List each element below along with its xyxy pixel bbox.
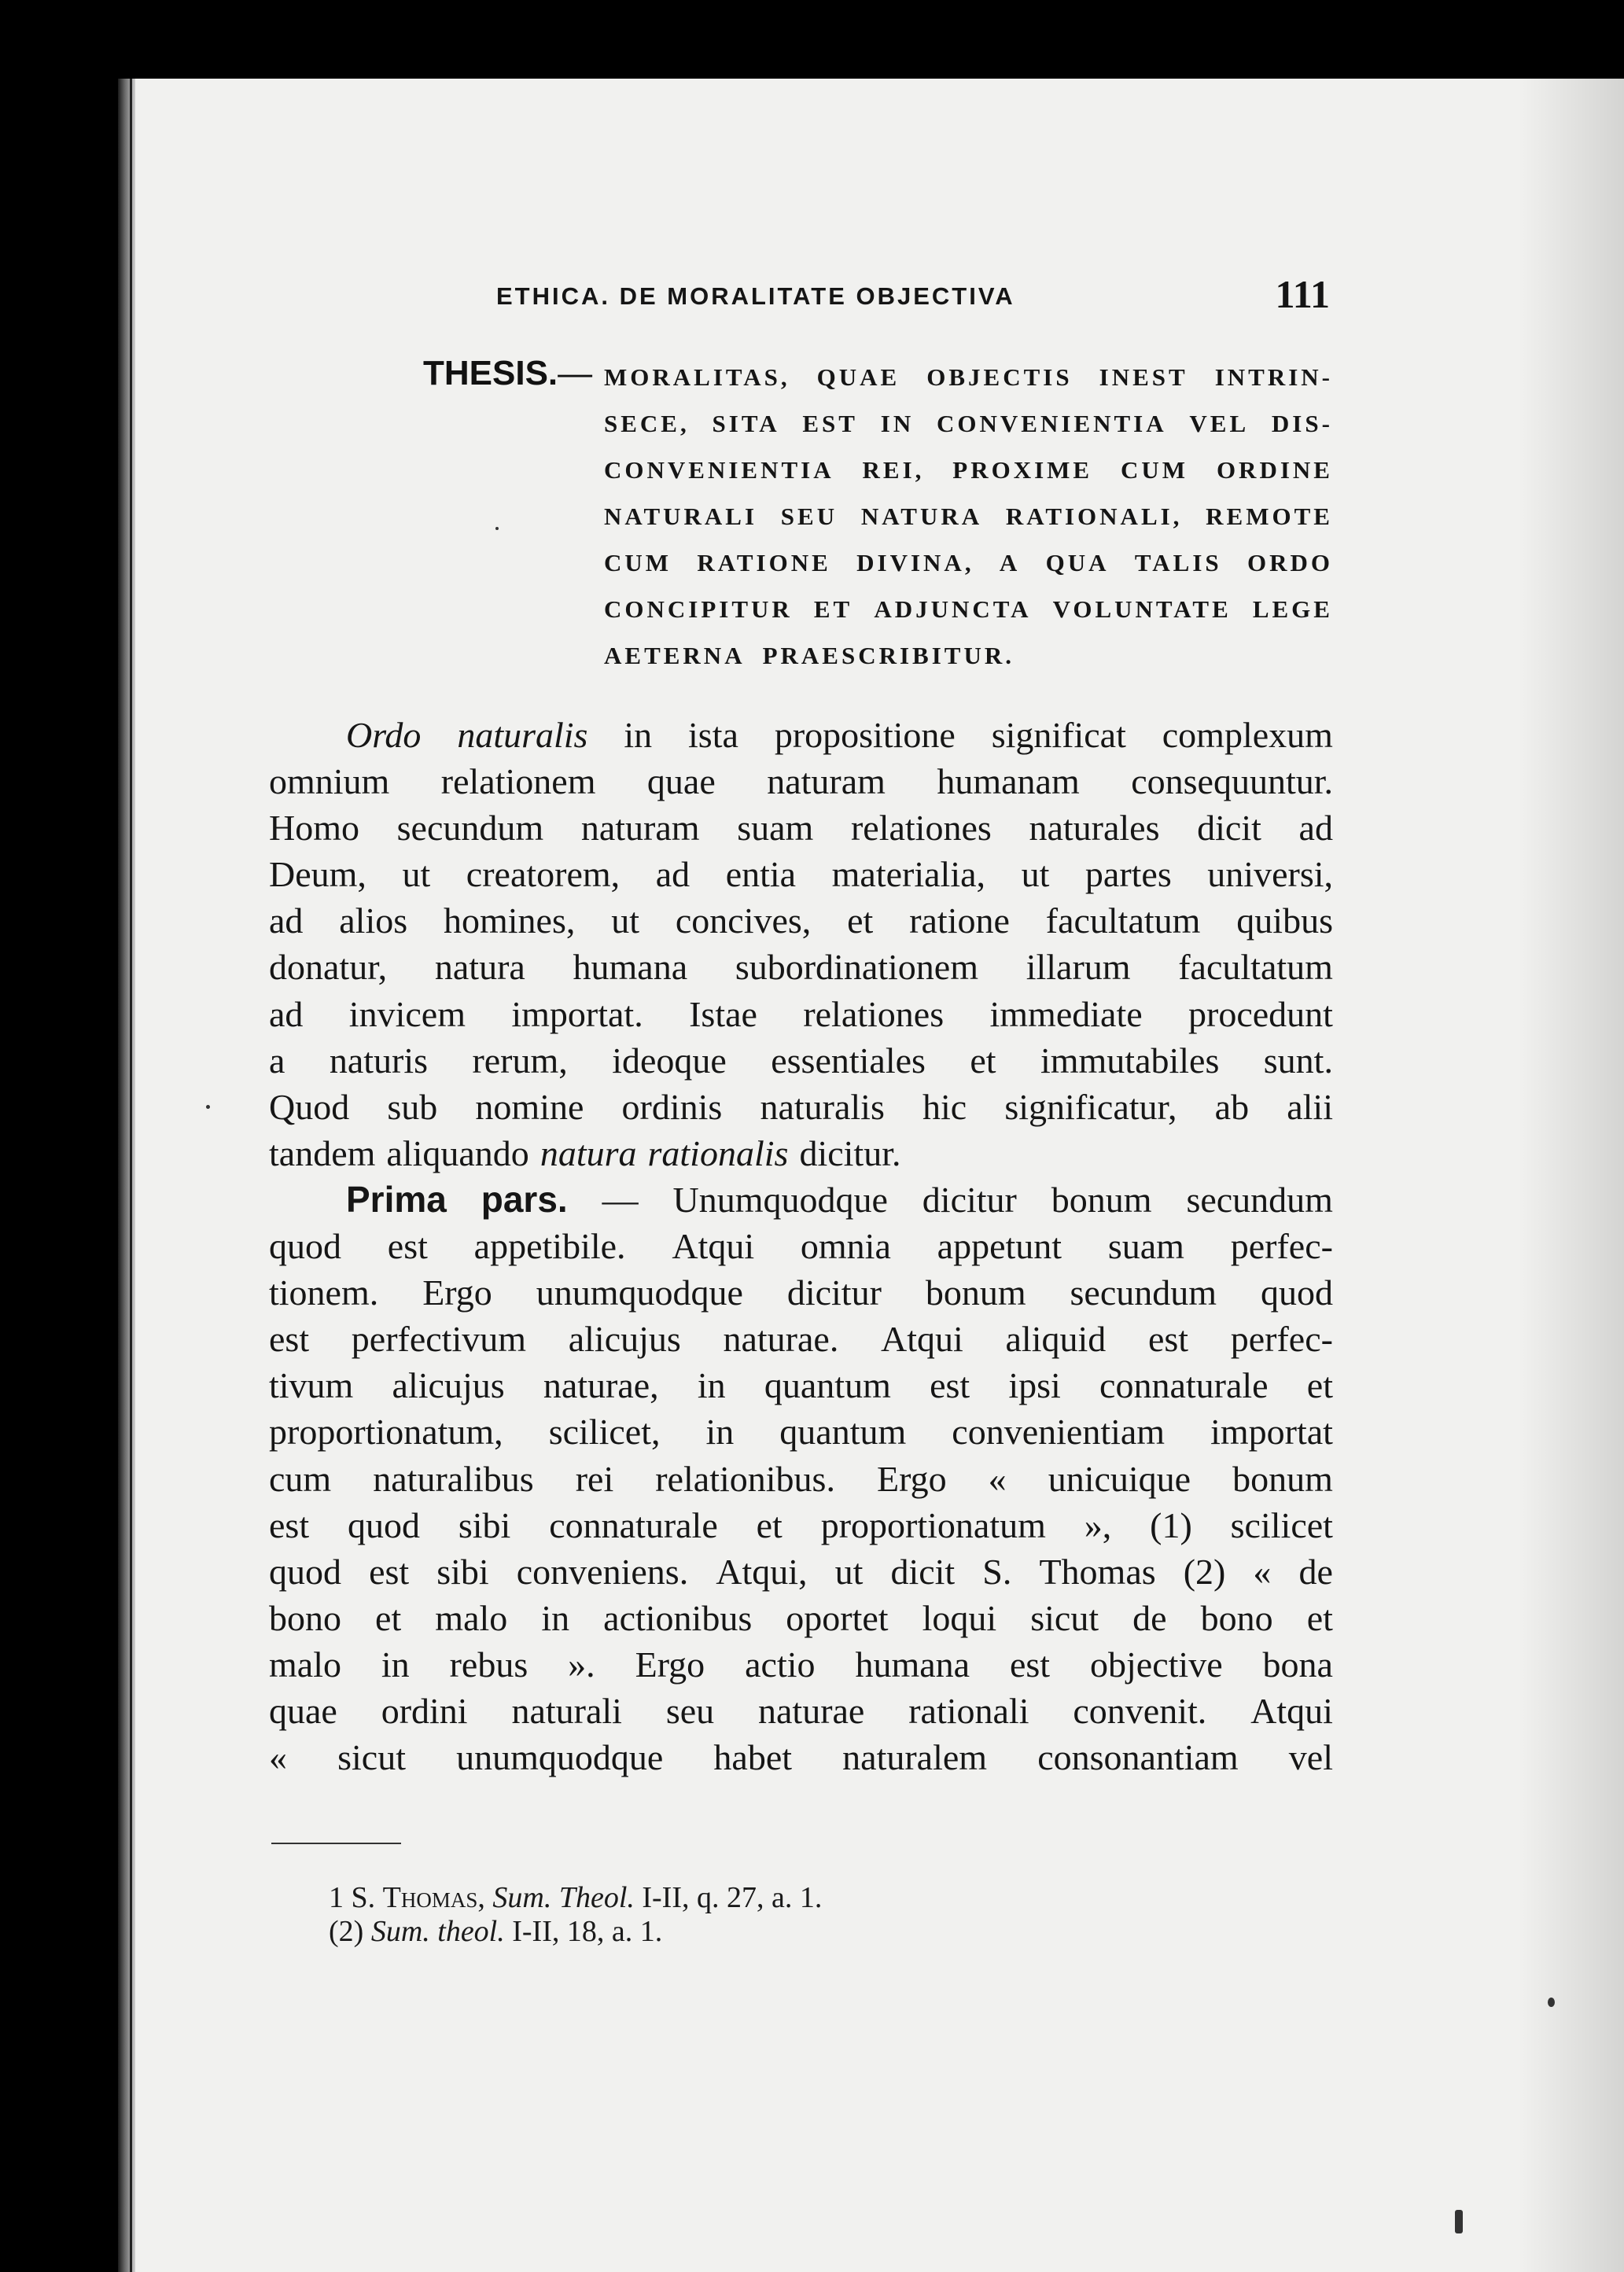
body-word: in	[381, 1644, 410, 1685]
body-word: et	[847, 900, 874, 941]
body-line	[269, 1502, 1333, 1548]
body-word: ad	[655, 854, 690, 895]
body-word: perfec-	[1230, 1226, 1333, 1267]
body-word: omnia	[800, 1226, 891, 1267]
thesis-word: LEGE	[1252, 595, 1333, 623]
body-word: bono	[269, 1597, 341, 1638]
thesis-line	[604, 360, 1333, 407]
scan-speck	[1455, 2210, 1463, 2233]
thesis-word: ORDO	[1247, 549, 1333, 576]
body-line	[269, 1316, 1333, 1362]
body-word: subordinationem	[735, 947, 978, 988]
footnote-segment: (2)	[329, 1915, 371, 1948]
body-word: propositione	[774, 715, 956, 755]
body-word: «	[988, 1458, 1007, 1499]
body-word: quod	[1260, 1272, 1333, 1313]
body-word: naturam	[767, 761, 886, 802]
body-word: unicuique	[1048, 1458, 1191, 1499]
thesis-word: NATURALI	[604, 503, 758, 530]
body-word: universi,	[1207, 854, 1333, 895]
thesis-line	[604, 592, 1333, 639]
thesis-word: VEL	[1189, 410, 1250, 437]
thesis-label	[423, 354, 592, 393]
body-word: et	[970, 1040, 996, 1081]
body-word: naturalibus	[373, 1458, 534, 1499]
body-word: actio	[745, 1644, 816, 1685]
body-word: omnium	[269, 761, 390, 802]
thesis-word: RATIONE	[697, 549, 831, 576]
body-word: consequuntur.	[1131, 761, 1333, 802]
body-word: concives,	[675, 900, 812, 941]
body-word: est	[269, 1319, 310, 1360]
body-word: est	[269, 1504, 310, 1545]
thesis-word: SECE,	[604, 410, 690, 437]
body-word: Deum,	[269, 854, 366, 895]
body-line	[269, 1177, 1333, 1223]
thesis-line	[604, 639, 1333, 685]
body-word: donatur,	[269, 947, 388, 988]
footnote	[329, 1915, 822, 1949]
thesis-word: QUAE	[816, 363, 900, 391]
body-word: natura	[434, 947, 525, 988]
body-word: immediate	[989, 993, 1143, 1034]
thesis-line	[604, 407, 1333, 453]
body-word: loqui	[922, 1597, 997, 1638]
body-word: «	[1253, 1551, 1272, 1592]
body-word: conveniens.	[516, 1551, 689, 1592]
body-word: Unumquodque	[672, 1179, 888, 1220]
body-word: secundum	[396, 808, 544, 849]
body-word: Istae	[689, 993, 757, 1034]
body-word: unumquodque	[536, 1272, 743, 1313]
body-word: tandem	[269, 1132, 376, 1173]
body-text	[269, 712, 1333, 1780]
body-word: proportionatum	[820, 1504, 1046, 1545]
body-word: malo	[435, 1597, 508, 1638]
thesis-word: DIS-	[1271, 410, 1333, 437]
body-word: humana	[573, 947, 688, 988]
body-word: facultatum	[1045, 900, 1201, 941]
body-word: aliquid	[1005, 1319, 1107, 1360]
thesis-word: CUM	[1121, 456, 1189, 484]
body-word: seu	[665, 1690, 715, 1731]
body-word: appetunt	[937, 1226, 1062, 1267]
footnote	[329, 1881, 822, 1915]
thesis-word: SEU	[780, 503, 838, 530]
body-word: ideoque	[612, 1040, 727, 1081]
body-word: convenit.	[1073, 1690, 1207, 1731]
body-word: dicitur	[922, 1179, 1017, 1220]
body-word: rationali	[908, 1690, 1029, 1731]
body-word: habet	[713, 1737, 793, 1778]
footnotes	[329, 1881, 822, 1949]
body-word: S.	[982, 1551, 1012, 1592]
body-word: naturis	[329, 1040, 429, 1081]
thesis-word: CUM	[604, 549, 672, 576]
body-word: suam	[1107, 1226, 1184, 1267]
body-word: naturali	[511, 1690, 622, 1731]
body-word: quantum	[779, 1412, 907, 1453]
body-word: partes	[1085, 854, 1172, 895]
body-word: ad	[269, 900, 304, 941]
binding-edge	[130, 79, 132, 2272]
body-word: dicit	[890, 1551, 956, 1592]
thesis-word: EST	[802, 410, 858, 437]
thesis-word: CONVENIENTIA	[937, 410, 1167, 437]
body-word: in	[705, 1412, 735, 1453]
body-word: ratione	[909, 900, 1010, 941]
thesis-line	[604, 499, 1333, 546]
body-line	[269, 1408, 1333, 1455]
body-word: sicut	[337, 1737, 406, 1778]
thesis-dash: —	[558, 354, 593, 392]
thesis-heading: THESIS.	[423, 354, 558, 392]
thesis-word: CONVENIENTIA	[604, 456, 834, 484]
body-line	[269, 712, 1333, 758]
body-word: procedunt	[1188, 993, 1333, 1034]
body-word: creatorem,	[466, 854, 621, 895]
body-word: sibi	[436, 1551, 489, 1592]
body-word: sicut	[1030, 1597, 1099, 1638]
thesis-word: ORDINE	[1216, 456, 1333, 484]
body-word: «	[269, 1737, 287, 1778]
body-word: dicitur	[786, 1272, 882, 1313]
body-word: quod	[269, 1551, 341, 1592]
body-word: sub	[387, 1086, 438, 1127]
body-word: rebus	[449, 1644, 528, 1685]
body-word: pars.	[481, 1178, 568, 1220]
body-word: quae	[646, 761, 716, 802]
thesis-word: SITA	[712, 410, 780, 437]
body-word: suam	[737, 808, 814, 849]
body-word: oportet	[786, 1597, 889, 1638]
body-word: (2)	[1183, 1551, 1226, 1592]
body-word: bono	[1200, 1597, 1273, 1638]
body-word: ordinis	[621, 1086, 723, 1127]
body-line	[269, 1734, 1333, 1780]
thesis-word: PROXIME	[952, 456, 1093, 484]
body-word: invicem	[348, 993, 466, 1034]
body-word: de	[1132, 1597, 1167, 1638]
body-word: quae	[269, 1690, 337, 1731]
body-word: humanam	[937, 761, 1080, 802]
body-line	[269, 1037, 1333, 1084]
body-word: naturae	[758, 1690, 865, 1731]
body-word: vel	[1288, 1737, 1333, 1778]
thesis-word: NATURA	[860, 503, 983, 530]
body-word: Atqui	[1250, 1690, 1333, 1731]
body-word: nomine	[475, 1086, 584, 1127]
thesis-word: TALIS	[1134, 549, 1222, 576]
body-word: in	[624, 715, 653, 755]
body-word: rationalis	[647, 1132, 789, 1173]
thesis-word: AETERNA	[604, 642, 746, 669]
body-word: »,	[1084, 1504, 1112, 1545]
body-word: importat	[1210, 1412, 1333, 1453]
body-word: naturales	[1029, 808, 1160, 849]
body-word: et	[375, 1597, 402, 1638]
body-word: importat.	[511, 993, 643, 1034]
thesis-word: IN	[880, 410, 915, 437]
body-word: naturae,	[543, 1365, 659, 1406]
body-line	[269, 805, 1333, 851]
thesis-line	[604, 453, 1333, 499]
body-word: est	[369, 1551, 410, 1592]
footnote-segment: 1 S.	[329, 1881, 383, 1914]
body-word: Prima	[346, 1178, 447, 1220]
body-word: naturae.	[723, 1319, 839, 1360]
body-word: Ergo	[635, 1644, 705, 1685]
body-line	[269, 1223, 1333, 1269]
footnote-segment: Thomas	[382, 1881, 478, 1914]
body-word: relationibus.	[655, 1458, 835, 1499]
body-word: unumquodque	[456, 1737, 664, 1778]
body-word: proportionatum,	[269, 1412, 503, 1453]
body-word: ad	[269, 993, 304, 1034]
body-word: secundum	[1070, 1272, 1217, 1313]
thesis-word: REI,	[862, 456, 925, 484]
body-word: homines,	[444, 900, 576, 941]
body-word: Ergo	[877, 1458, 947, 1499]
body-word: aliquando	[386, 1132, 529, 1173]
body-word: ordini	[381, 1690, 468, 1731]
body-word: naturam	[580, 808, 700, 849]
body-word: convenientiam	[952, 1412, 1166, 1453]
body-word: Homo	[269, 808, 359, 849]
body-word: materialia,	[831, 854, 986, 895]
thesis-word: A	[999, 549, 1021, 576]
body-word: bonum	[925, 1272, 1026, 1313]
body-word: et	[1306, 1597, 1333, 1638]
body-word: scilicet	[1230, 1504, 1333, 1545]
body-word: malo	[269, 1644, 341, 1685]
body-word: ab	[1214, 1086, 1250, 1127]
body-line	[269, 1641, 1333, 1688]
page-gutter	[118, 79, 135, 2272]
body-word: ut	[1021, 854, 1050, 895]
body-word: essentiales	[771, 1040, 926, 1081]
body-word: in	[541, 1597, 570, 1638]
body-word: ista	[688, 715, 738, 755]
body-line	[269, 1084, 1333, 1130]
body-word: significat	[991, 715, 1126, 755]
body-word: tionem.	[269, 1272, 379, 1313]
footnote-segment: Sum. theol.	[370, 1915, 505, 1948]
body-word: appetibile.	[473, 1226, 626, 1267]
body-word: et	[756, 1504, 783, 1545]
body-word: Ergo	[422, 1272, 492, 1313]
body-word: connaturale	[1099, 1365, 1269, 1406]
thesis-word: ET	[813, 595, 853, 623]
body-word: —	[602, 1179, 639, 1220]
body-word: ipsi	[1008, 1365, 1061, 1406]
body-word: naturalis	[760, 1086, 885, 1127]
body-word: tivum	[269, 1365, 354, 1406]
body-word: quantum	[764, 1365, 891, 1406]
body-word: bonum	[1232, 1458, 1333, 1499]
footnote-segment: Sum. Theol.	[492, 1881, 635, 1914]
body-line	[269, 1362, 1333, 1408]
thesis-word: MORALITAS,	[604, 363, 790, 391]
body-word: alios	[339, 900, 408, 941]
thesis-word: REMOTE	[1206, 503, 1333, 530]
thesis-word: PRAESCRIBITUR.	[762, 642, 1015, 669]
body-word: Atqui	[672, 1226, 755, 1267]
body-word: scilicet,	[548, 1412, 661, 1453]
body-word: secundum	[1186, 1179, 1333, 1220]
body-word: alicujus	[392, 1365, 505, 1406]
scan-speck	[206, 1105, 210, 1109]
scan-speck	[495, 527, 499, 530]
thesis-statement	[604, 360, 1333, 685]
body-word: ad	[1298, 808, 1333, 849]
body-word: entia	[725, 854, 797, 895]
body-word: alicujus	[568, 1319, 681, 1360]
page-shadow	[1518, 79, 1624, 2272]
body-word: ut	[402, 854, 431, 895]
page-number: 111	[1275, 272, 1330, 316]
body-word: quod	[269, 1226, 341, 1267]
body-word: rei	[575, 1458, 614, 1499]
body-word: Quod	[269, 1086, 350, 1127]
body-word: perfectivum	[351, 1319, 527, 1360]
thesis-word: INEST	[1099, 363, 1188, 391]
body-word: ».	[568, 1644, 595, 1685]
thesis-word: OBJECTIS	[926, 363, 1073, 391]
body-line	[269, 758, 1333, 805]
footnote-rule	[271, 1843, 401, 1844]
body-word: Ordo	[346, 715, 422, 755]
scan-speck	[1548, 1998, 1555, 2007]
body-word: connaturale	[549, 1504, 718, 1545]
body-word: relationes	[803, 993, 945, 1034]
body-word: consonantiam	[1037, 1737, 1239, 1778]
body-line	[269, 1130, 1333, 1177]
body-word: cum	[269, 1458, 332, 1499]
body-word: sibi	[458, 1504, 511, 1545]
body-word: humana	[855, 1644, 970, 1685]
body-word: et	[1306, 1365, 1333, 1406]
body-word: (1)	[1150, 1504, 1192, 1545]
body-word: hic	[922, 1086, 967, 1127]
body-line	[269, 1456, 1333, 1502]
body-word: natura	[539, 1132, 637, 1173]
body-line	[269, 944, 1333, 990]
body-word: dicit	[1197, 808, 1261, 849]
body-word: actionibus	[603, 1597, 753, 1638]
thesis-word: RATIONALI,	[1005, 503, 1183, 530]
body-word: in	[697, 1365, 726, 1406]
body-word: est	[387, 1226, 428, 1267]
footnote-segment: I-II, q. 27, a. 1.	[634, 1881, 823, 1914]
body-word: est	[1147, 1319, 1189, 1360]
body-word: sunt.	[1263, 1040, 1333, 1081]
body-line	[269, 1548, 1333, 1595]
body-line	[269, 851, 1333, 897]
body-word: est	[1009, 1644, 1051, 1685]
thesis-line	[604, 546, 1333, 592]
body-line	[269, 1269, 1333, 1316]
body-word: perfec-	[1230, 1319, 1333, 1360]
body-word: complexum	[1162, 715, 1333, 755]
body-line	[269, 1595, 1333, 1641]
body-word: rerum,	[472, 1040, 568, 1081]
body-word: bona	[1262, 1644, 1333, 1685]
body-word: quibus	[1236, 900, 1333, 941]
thesis-word: CONCIPITUR	[604, 595, 793, 623]
body-word: Thomas	[1039, 1551, 1156, 1592]
thesis-word: INTRIN-	[1214, 363, 1333, 391]
body-word: naturalis	[457, 715, 588, 755]
body-word: illarum	[1026, 947, 1131, 988]
thesis-word: ADJUNCTA	[874, 595, 1032, 623]
body-line	[269, 1688, 1333, 1734]
body-word: Atqui	[881, 1319, 963, 1360]
body-word: ut	[611, 900, 640, 941]
body-word: significatur,	[1004, 1086, 1177, 1127]
body-word: objective	[1090, 1644, 1223, 1685]
body-word: ut	[834, 1551, 864, 1592]
thesis-word: DIVINA,	[856, 549, 974, 576]
running-title: ETHICA. DE MORALITATE OBJECTIVA	[496, 282, 1015, 310]
body-word: est	[930, 1365, 970, 1406]
footnote-segment: ,	[477, 1881, 493, 1914]
body-line	[269, 991, 1333, 1037]
body-word: a	[269, 1040, 285, 1081]
body-word: facultatum	[1178, 947, 1333, 988]
body-word: alii	[1287, 1086, 1333, 1127]
body-word: bonum	[1051, 1179, 1152, 1220]
body-word: de	[1298, 1551, 1333, 1592]
body-word: Atqui,	[716, 1551, 808, 1592]
thesis-word: QUA	[1045, 549, 1110, 576]
body-word: immutabiles	[1040, 1040, 1220, 1081]
body-word: quod	[347, 1504, 420, 1545]
body-word: relationes	[850, 808, 992, 849]
thesis-word: VOLUNTATE	[1052, 595, 1232, 623]
body-word: naturalem	[842, 1737, 988, 1778]
body-word: relationem	[440, 761, 596, 802]
body-word: dicitur.	[799, 1132, 901, 1173]
footnote-segment: I-II, 18, a. 1.	[504, 1915, 663, 1948]
body-line	[269, 897, 1333, 944]
